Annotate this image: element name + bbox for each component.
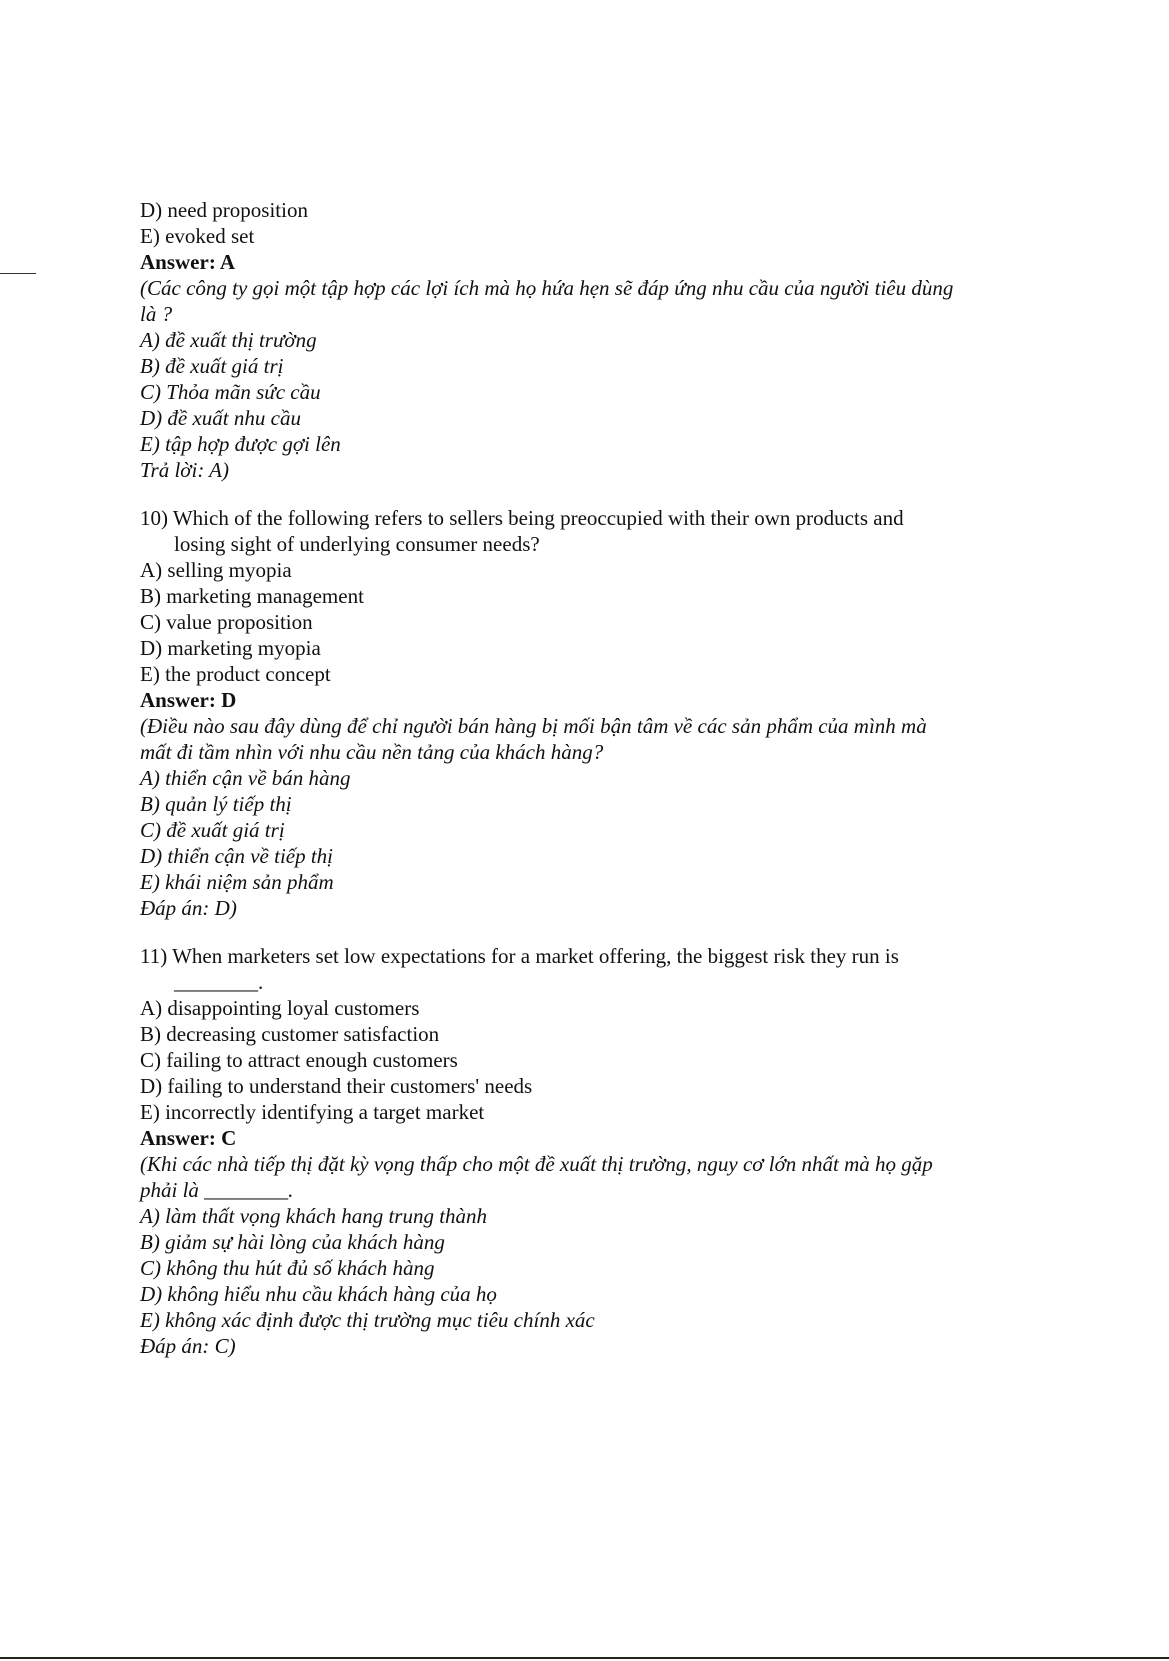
vi-answer: Đáp án: C) bbox=[140, 1334, 236, 1358]
question-9-block bbox=[140, 197, 1040, 483]
option-d: D) marketing myopia bbox=[140, 636, 321, 660]
question-text: 11) When marketers set low expectations for a market offering, the biggest risk they run is bbox=[140, 944, 899, 968]
option-b: B) marketing management bbox=[140, 584, 364, 608]
margin-mark bbox=[0, 273, 36, 274]
option-d: D) failing to understand their customers' needs bbox=[140, 1074, 533, 1098]
vi-option-c: C) Thỏa mãn sức cầu bbox=[140, 380, 321, 404]
vi-answer: Đáp án: D) bbox=[140, 896, 237, 920]
vi-option-b: B) đề xuất giá trị bbox=[140, 354, 284, 378]
vi-option-a: A) thiển cận về bán hàng bbox=[140, 766, 351, 790]
option-e: E) the product concept bbox=[140, 662, 331, 686]
question-10-block bbox=[140, 505, 1040, 921]
question-blank: ________. bbox=[174, 970, 264, 994]
vi-question-line-2: là ? bbox=[140, 302, 173, 326]
vi-option-d: D) thiển cận về tiếp thị bbox=[140, 844, 334, 868]
option-c: C) failing to attract enough customers bbox=[140, 1048, 458, 1072]
vi-option-a: A) làm thất vọng khách hang trung thành bbox=[140, 1204, 488, 1228]
option-e: E) evoked set bbox=[140, 224, 255, 248]
answer-label: Answer: C bbox=[140, 1126, 237, 1150]
vi-question-line-1: (Khi các nhà tiếp thị đặt kỳ vọng thấp cho một đề xuất thị trường, nguy cơ lớn nhất mà họ gặp bbox=[140, 1152, 933, 1176]
question-text-line-1: 10) Which of the following refers to sellers being preoccupied with their own products and bbox=[140, 506, 904, 530]
vi-option-a: A) đề xuất thị trường bbox=[140, 328, 317, 352]
vi-option-c: C) đề xuất giá trị bbox=[140, 818, 285, 842]
answer-label: Answer: A bbox=[140, 250, 236, 274]
vi-option-d: D) không hiểu nhu cầu khách hàng của họ bbox=[140, 1282, 497, 1306]
bottom-rule bbox=[0, 1657, 1169, 1659]
vi-option-e: E) tập hợp được gợi lên bbox=[140, 432, 341, 456]
vi-option-c: C) không thu hút đủ số khách hàng bbox=[140, 1256, 435, 1280]
question-11-block bbox=[140, 943, 1040, 1359]
vi-question-line-2: phải là ________. bbox=[140, 1178, 294, 1202]
option-c: C) value proposition bbox=[140, 610, 313, 634]
vi-answer: Trả lời: A) bbox=[140, 458, 230, 482]
vi-question-line-1: (Các công ty gọi một tập hợp các lợi ích mà họ hứa hẹn sẽ đáp ứng nhu cầu của người tiêu dùng bbox=[140, 276, 954, 300]
vi-option-b: B) giảm sự hài lòng của khách hàng bbox=[140, 1230, 445, 1254]
vi-option-e: E) không xác định được thị trường mục tiêu chính xác bbox=[140, 1308, 595, 1332]
document-body bbox=[140, 197, 1040, 1359]
vi-question-line-1: (Điều nào sau đây dùng để chỉ người bán hàng bị mối bận tâm về các sản phẩm của mình mà bbox=[140, 714, 927, 738]
option-b: B) decreasing customer satisfaction bbox=[140, 1022, 440, 1046]
option-d: D) need proposition bbox=[140, 198, 308, 222]
option-a: A) selling myopia bbox=[140, 558, 292, 582]
vi-option-d: D) đề xuất nhu cầu bbox=[140, 406, 301, 430]
vi-option-b: B) quản lý tiếp thị bbox=[140, 792, 292, 816]
option-a: A) disappointing loyal customers bbox=[140, 996, 420, 1020]
vi-option-e: E) khái niệm sản phẩm bbox=[140, 870, 334, 894]
question-text-line-2: losing sight of underlying consumer needs? bbox=[174, 532, 540, 556]
answer-label: Answer: D bbox=[140, 688, 237, 712]
vi-question-line-2: mất đi tầm nhìn với nhu cầu nền tảng của khách hàng? bbox=[140, 740, 604, 764]
option-e: E) incorrectly identifying a target market bbox=[140, 1100, 485, 1124]
